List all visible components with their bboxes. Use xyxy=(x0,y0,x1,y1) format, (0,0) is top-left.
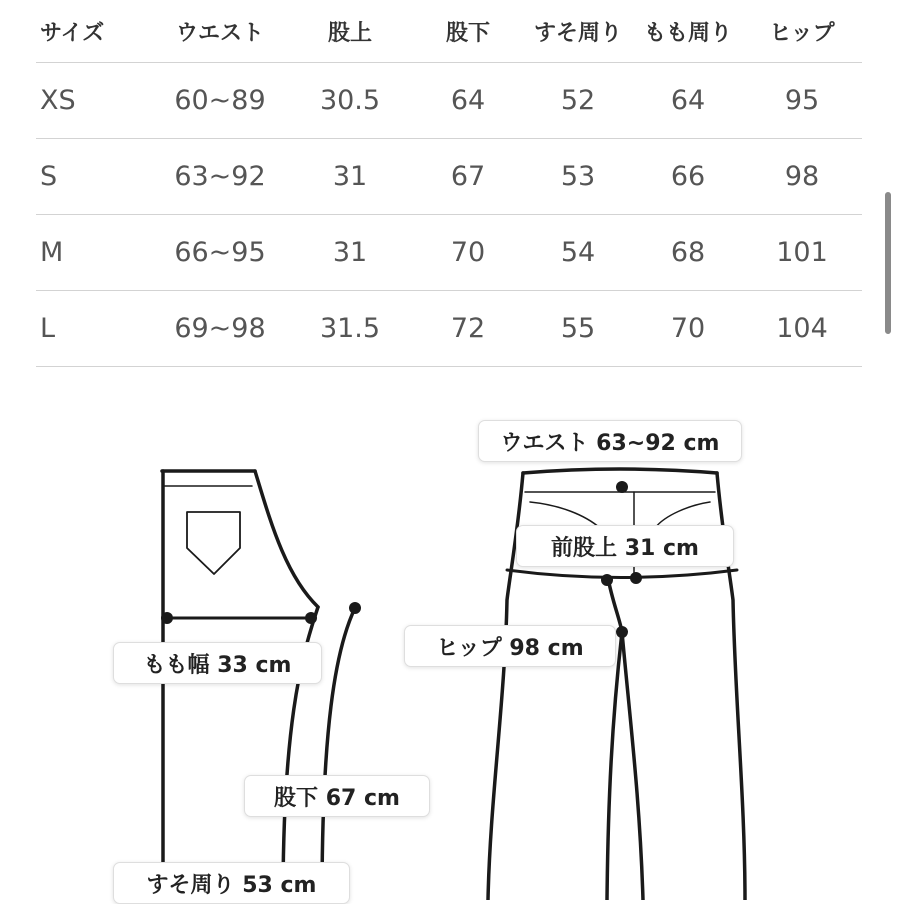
cell-hip: 104 xyxy=(776,313,828,344)
front-rise-label: 前股上 31 cm xyxy=(516,525,734,567)
thigh-width-label: もも幅 33 cm xyxy=(113,642,322,684)
cell-hip: 98 xyxy=(784,161,820,192)
thigh-measure-dot-right xyxy=(305,612,317,624)
hem-circumference-label: すそ周り 53 cm xyxy=(113,862,350,904)
cell-hip: 95 xyxy=(784,85,820,116)
header-hip: ヒップ xyxy=(769,20,835,46)
crotch-measure-dot xyxy=(616,626,628,638)
cell-size: L xyxy=(40,313,56,344)
pants-side-inseam-curve xyxy=(322,608,355,900)
header-thigh: もも周り xyxy=(643,20,732,46)
cell-hem: 54 xyxy=(560,237,596,268)
inseam-label: 股下 67 cm xyxy=(244,775,430,817)
header-inseam: 股下 xyxy=(445,20,490,46)
cell-hem: 55 xyxy=(560,313,596,344)
cell-thigh: 70 xyxy=(670,313,706,344)
hip-label: ヒップ 98 cm xyxy=(404,625,616,667)
thigh-measure-dot-left xyxy=(161,612,173,624)
header-waist: ウエスト xyxy=(175,20,264,46)
header-hem: すそ周り xyxy=(533,20,622,46)
cell-inseam: 72 xyxy=(450,313,486,344)
pants-side-view-drawing xyxy=(162,471,355,900)
cell-hip: 101 xyxy=(776,237,828,268)
cell-size: S xyxy=(40,161,58,192)
cell-waist: 69~98 xyxy=(174,313,266,344)
pants-front-hip-curve xyxy=(507,570,737,578)
cell-rise: 31.5 xyxy=(319,313,381,344)
pants-front-inner-right xyxy=(622,632,643,900)
cell-waist: 60~89 xyxy=(174,85,266,116)
pants-side-pocket xyxy=(187,512,240,574)
cell-rise: 31 xyxy=(332,237,368,268)
cell-size: M xyxy=(40,237,64,268)
header-rise: 股上 xyxy=(327,20,372,46)
cell-thigh: 68 xyxy=(670,237,706,268)
waist-measure-dot xyxy=(616,481,628,493)
cell-rise: 31 xyxy=(332,161,368,192)
pants-front-waistband xyxy=(523,469,717,473)
cell-inseam: 70 xyxy=(450,237,486,268)
pants-side-crotch-curve xyxy=(255,471,318,607)
cell-inseam: 64 xyxy=(450,85,486,116)
cell-inseam: 67 xyxy=(450,161,486,192)
header-size: サイズ xyxy=(40,20,105,46)
cell-hem: 53 xyxy=(560,161,596,192)
cell-size: XS xyxy=(40,85,76,116)
cell-waist: 63~92 xyxy=(174,161,266,192)
pants-front-crotch xyxy=(608,578,622,632)
cell-thigh: 66 xyxy=(670,161,706,192)
cell-thigh: 64 xyxy=(670,85,706,116)
pants-front-inner-left xyxy=(607,632,622,900)
inseam-measure-dot xyxy=(349,602,361,614)
rise-measure-dot xyxy=(601,574,613,586)
cell-hem: 52 xyxy=(560,85,596,116)
cell-waist: 66~95 xyxy=(174,237,266,268)
waist-label: ウエスト 63~92 cm xyxy=(478,420,742,462)
hip-measure-dot xyxy=(630,572,642,584)
cell-rise: 30.5 xyxy=(319,85,381,116)
